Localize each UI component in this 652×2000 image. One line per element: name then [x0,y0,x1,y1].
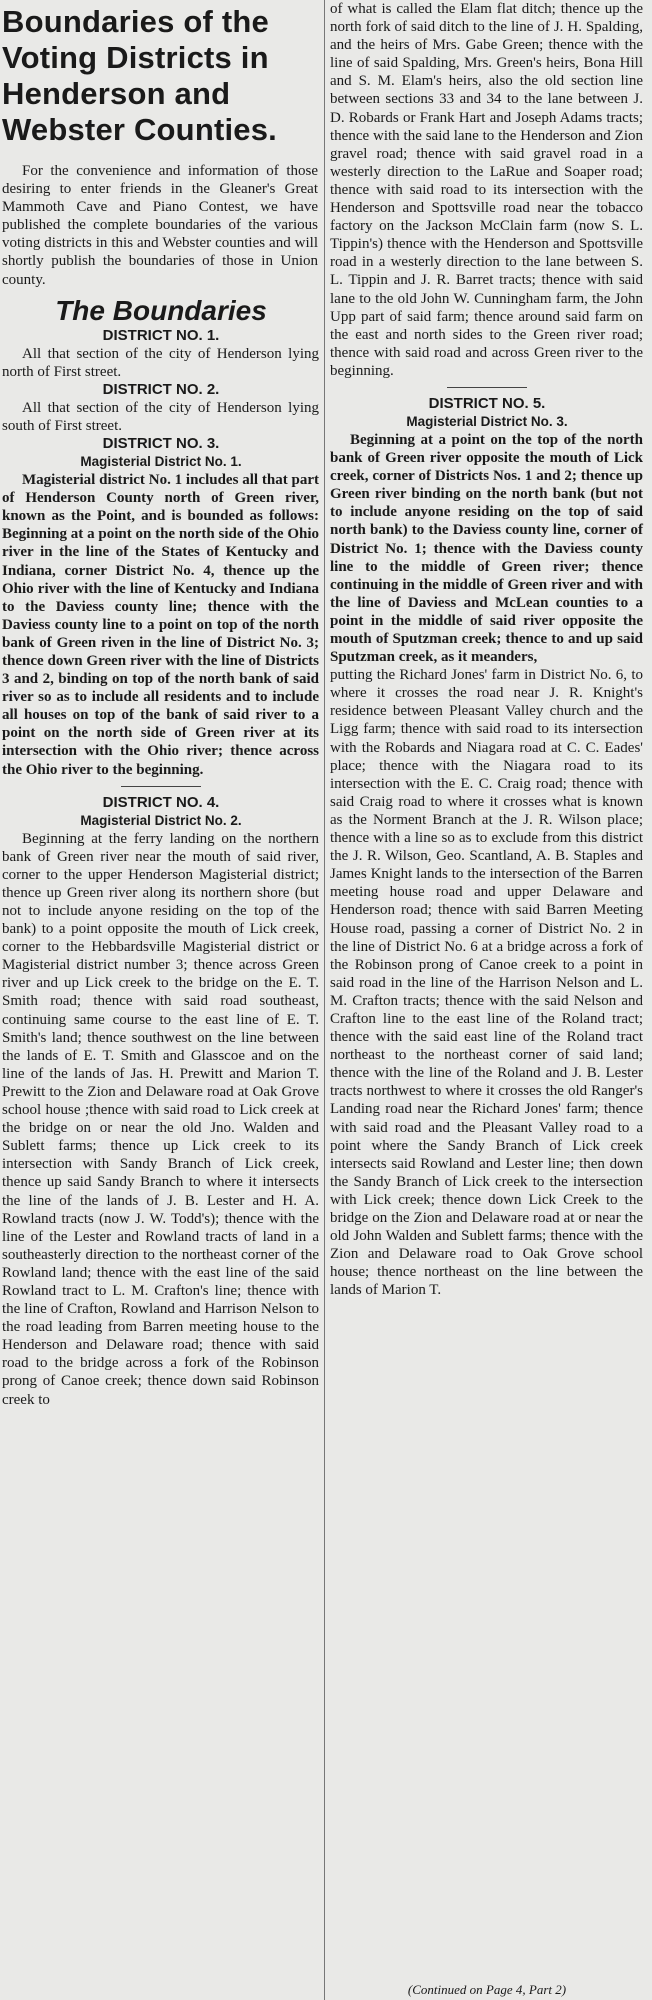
district-5-text-bold: Beginning at a point on the top of the north bank of Green river opposite the mouth of Lick creek, corner of Districts Nos. 1 and 2; thence up Green river binding on the north bank (but not to include anyone residing on the top of said north bank) to the Daviess county line, corner of District No. 1; thence with the Daviess county line to the middle of Green river; thence continuing in the middle of Green river and with the line of Daviess and McLean counties to a point in the middle of said river opposite the mouth of Sputzman creek; thence to and up said Sputzman creek, as it meanders, [330,431,643,666]
district-3-text: Magisterial district No. 1 includes all that part of Henderson County north of Green river, known as the Point, and is bounded as follows: Beginning at a point on the north side of the Ohio river in the line of the States of Kentucky and Indiana, corner District No. 4, thence up the Ohio river with the line of Kentucky and Indiana to the Daviess county line; thence with the Daviess county line to a point on top of the north bank of Green riven in the line of District No. 3; thence down Green river with the line of Districts 3 and 2, binding on top of the north bank of said river so as to include all residents and to include all houses on top of the bank of said river to a point on the north side of Green river at its intersection with the Ohio river; thence across the Ohio river to the beginning. [2,472,319,778]
left-column [0,0,322,2000]
district-5-text: putting the Richard Jones' farm in District No. 6, to where it crosses the road near J. R. Knight's residence between Pleasant Valley church and the Ligg farm; thence with said road to its intersection with the Robards and Niagara road at C. C. Eades' place; thence with the Niagara road to its intersection with the E. C. Craig road; thence with said Craig road to where it crosses what is known as the Norment Branch at the J. R. Wilson place; thence with a line so as to exclude from this district the J. R. Wilson, Geo. Scantland, A. B. Staples and James Knight lands to the intersection of the Barren meeting house road and upper Delaware and Henderson road; thence with said Barren Meeting House road, passing a corner of District No. 2 in the line of District No. 6 at a bridge across a fork of the Robinson prong of Canoe creek to a point in said road in the line of the Harrison Nelson and L. M. Crafton tracts; thence with the said Nelson and Crafton line to the east line of the Roland tract; thence with the said east line of the Roland tract northeast to the northeast corner of said land; thence with the line of the Roland and J. B. Lester tracts northwest to where it crosses the old Ranger's Landing road near the Richard Jones' farm; thence with said road and the Pleasant Valley road to a point where the Sandy Branch of Lick creek intersects said Rowland and Lester line; then down the Sandy Branch of Lick creek to the intersection with Lick creek; thence down Lick Creek to the bridge on the Zion and Delaware road at or near the old John Walden and Sublett farms; thence with the Zion and Delaware road to Oak Grove school house; thence northeast on the line between the lands of Marion T. [330,667,643,1299]
column-divider [324,0,325,2000]
district-2-heading: DISTRICT NO. 2. [102,380,220,398]
district-4-text: Beginning at the ferry landing on the northern bank of Green river near the mouth of said river, corner to the upper Henderson Magisterial district; thence up Green river along its northern shore (but not to include anyone residing on the top of the bank) to a point opposite the mouth of Lick creek, corner to the Hebbardsville Magisterial district or Magisterial district number 3; thence across Green river and up Lick creek to the bridge on the E. T. Smith road; thence with said road southeast, continuing same course to the east line of E. T. Smith's land; thence southwest on the line between the lands of E. T. Smith and Glasscoe and on the line of the lands of Jas. H. Prewitt and Marion T. Prewitt to the Zion and Delaware road at Oak Grove school house ;thence with said road to Lick creek at the bridge on or near the old Jno. Walden and Sublett farms; thence up Lick creek to its intersection with Sandy Branch of Lick creek, thence up said Sandy Branch to where it intersects the line of the lands of J. B. Lester and H. A. Rowland tracts (now J. W. Todd's); thence with the line of the Lester and Rowland tracts of land in a southeasterly direction to the northeast corner of the Rowland land; thence with the east line of the said Rowland tract to L. M. Crafton's line; thence with the line of Crafton, Rowland and Harrison Nelson to the road leading from Barren meeting house to the Henderson and Delaware road; thence with said road to the bridge across a fork of the Robinson prong of Canoe creek; thence down said Robinson creek to [2,830,319,1408]
section-title: The Boundaries [55,294,267,326]
district-2-text: All that section of the city of Henderson lying south of First street. [2,399,319,434]
district-5-subheading: Magisterial District No. 3. [406,413,568,429]
separator-rule [447,387,527,388]
district-4-heading: DISTRICT NO. 4. [102,793,220,811]
district-4-continued-text: of what is called the Elam flat ditch; thence up the north fork of said ditch to the line of J. H. Spalding, and the heirs of Mrs. Gabe Green; thence with the line of said Spalding, Mrs. Green's heirs, Bona Hill and S. M. Elam's heirs, also the old section line between sections 33 and 34 to the lane between J. D. Robards or Frank Hart and Joseph Adams tracts; thence with the said lane to the Henderson and Zion gravel road; thence with said gravel road in a westerly direction to the LaRue and Soaper road; thence with said road to its intersection with the Henderson and Spottsville road near the tobacco factory on the Jackson McClain farm (now S. L. Tippin's) thence with the Henderson and Spottsville road in a westerly direction to the lane between S. L. Tippin and J. R. Barret tracts; thence with said lane to the old John W. Cunningham farm, the John Upp part of said farm; thence around said farm on the east and north sides to the Green river road; thence with said road and across Green river to the beginning. [330,1,643,379]
district-3-heading: DISTRICT NO. 3. [102,435,220,453]
district-3-subheading: Magisterial District No. 1. [80,454,242,470]
separator-rule [121,786,201,787]
continued-note: (Continued on Page 4, Part 2) [407,1982,567,1997]
district-4-subheading: Magisterial District No. 2. [80,812,242,828]
district-1-heading: DISTRICT NO. 1. [102,326,220,344]
district-5-heading: DISTRICT NO. 5. [428,394,546,412]
right-column [328,0,646,2000]
article-headline: Boundaries of the Voting Districts in Henderson and Webster Counties. [2,4,277,147]
article-intro: For the convenience and information of those desiring to enter friends in the Gleaner's Great Mammoth Cave and Piano Contest, we have published the complete boundaries of the various voting districts in this and Webster counties and will shortly publish the boundaries of those in Union county. [2,163,318,288]
district-1-text: All that section of the city of Henderson lying north of First street. [2,345,319,380]
